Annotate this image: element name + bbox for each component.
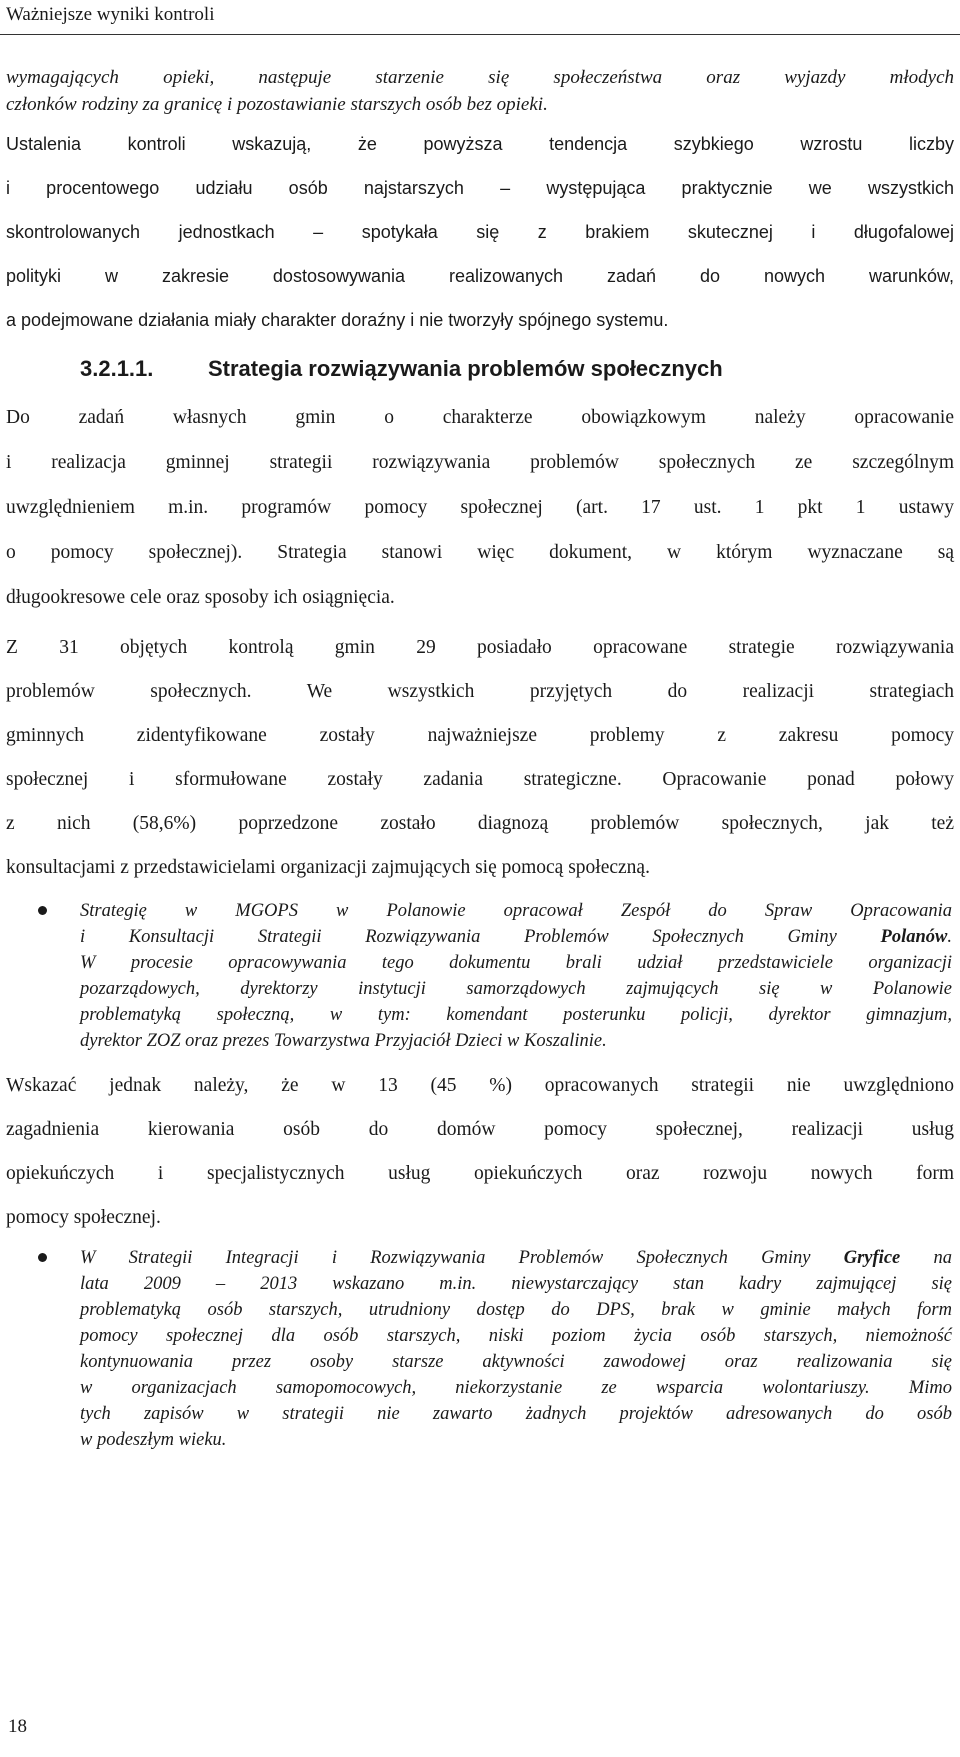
paragraph-line: opiekuńczych i specjalistycznych usług opiekuńczych oraz rozwoju nowych form (6, 1163, 954, 1184)
gmina-name: Polanów (880, 927, 948, 947)
bullet-line: w organizacjach samopomocowych, niekorzystanie ze wsparcia wolontariuszy. Mimo (80, 1378, 952, 1398)
paragraph-line: uwzględnieniem m.in. programów pomocy społecznej (art. 17 ust. 1 pkt 1 ustawy (6, 497, 954, 518)
bullet-line: kontynuowania przez osoby starsze aktywności zawodowej oraz realizowania się (80, 1352, 952, 1372)
page-number: 18 (8, 1716, 27, 1737)
paragraph-line: zagadnienia kierowania osób do domów pomocy społecznej, realizacji usług (6, 1119, 954, 1140)
paragraph-line: długookresowe cele oraz sposoby ich osiągnięcia. (6, 587, 395, 608)
bullet-line: w podeszłym wieku. (80, 1430, 227, 1450)
bullet-line (80, 924, 952, 950)
paragraph-line: pomocy społecznej. (6, 1207, 161, 1228)
section-number: 3.2.1.1. (80, 356, 154, 381)
paragraph-line: konsultacjami z przedstawicielami organizacji zajmujących się pomocą społeczną. (6, 857, 650, 878)
bullet-text-part: i Konsultacji Strategii Rozwiązywania Problemów Społecznych Gminy (80, 927, 881, 947)
paragraph-line: Ustalenia kontroli wskazują, że powyższa tendencja szybkiego wzrostu liczby (6, 134, 954, 154)
bullet-line: dyrektor ZOZ oraz prezes Towarzystwa Przyjaciół Dzieci w Koszalinie. (80, 1031, 607, 1051)
bullet-icon (38, 1253, 47, 1262)
continuation-line-2: członków rodziny za granicę i pozostawianie starszych osób bez opieki. (6, 94, 548, 115)
bullet-line: lata 2009 – 2013 wskazano m.in. niewystarczający stan kadry zajmującej się (80, 1274, 952, 1294)
paragraph-line: Wskazać jednak należy, że w 13 (45 %) opracowanych strategii nie uwzględniono (6, 1075, 954, 1096)
paragraph-line: Z 31 objętych kontrolą gmin 29 posiadało opracowane strategie rozwiązywania (6, 637, 954, 658)
bullet-line: tych zapisów w strategii nie zawarto żadnych projektów adresowanych do osób (80, 1404, 952, 1424)
gmina-name: Gryfice (843, 1248, 901, 1268)
bullet-line (80, 1245, 952, 1271)
page-header (0, 0, 960, 35)
header-title: Ważniejsze wyniki kontroli (6, 4, 215, 25)
continuation-line-1: wymagających opieki, następuje starzenie się społeczeństwa oraz wyjazdy młodych (6, 67, 954, 88)
bullet-line: Strategię w MGOPS w Polanowie opracował Zespół do Spraw Opracowania (80, 901, 952, 921)
bullet-icon (38, 906, 47, 915)
bullet-line: problematyką osób starszych, utrudniony dostęp do DPS, brak w gminie małych form (80, 1300, 952, 1320)
paragraph-line: gminnych zidentyfikowane zostały najważniejsze problemy z zakresu pomocy (6, 725, 954, 746)
bullet-line: W procesie opracowywania tego dokumentu brali udział przedstawiciele organizacji (80, 953, 952, 973)
paragraph-line: o pomocy społecznej). Strategia stanowi więc dokument, w którym wyznaczane są (6, 542, 954, 563)
paragraph-line: polityki w zakresie dostosowywania realizowanych zadań do nowych warunków, (6, 266, 954, 286)
bullet-text-part: na (900, 1248, 953, 1268)
paragraph-line: i procentowego udziału osób najstarszych – występująca praktycznie we wszystkich (6, 178, 954, 198)
bullet-text-part: W Strategii Integracji i Rozwiązywania Problemów Społecznych Gminy (80, 1248, 844, 1268)
paragraph-line: problemów społecznych. We wszystkich przyjętych do realizacji strategiach (6, 681, 954, 702)
paragraph-line: z nich (58,6%) poprzedzone zostało diagnozą problemów społecznych, jak też (6, 813, 954, 834)
section-title: Strategia rozwiązywania problemów społecznych (208, 356, 723, 381)
bullet-line: pomocy społecznej dla osób starszych, niski poziom życia osób starszych, niemożność (80, 1326, 952, 1346)
bullet-text-part: . (947, 927, 952, 947)
paragraph-line: a podejmowane działania miały charakter doraźny i nie tworzyły spójnego systemu. (6, 310, 669, 330)
paragraph-line: skontrolowanych jednostkach – spotykała się z brakiem skutecznej i długofalowej (6, 222, 954, 242)
paragraph-line: społecznej i sformułowane zostały zadania strategiczne. Opracowanie ponad połowy (6, 769, 954, 790)
bullet-line: pozarządowych, dyrektorzy instytucji samorządowych zajmujących się w Polanowie (80, 979, 952, 999)
bullet-line: problematyką społeczną, w tym: komendant posterunku policji, dyrektor gimnazjum, (80, 1005, 952, 1025)
paragraph-line: Do zadań własnych gmin o charakterze obowiązkowym należy opracowanie (6, 407, 954, 428)
paragraph-line: i realizacja gminnej strategii rozwiązywania problemów społecznych ze szczególnym (6, 452, 954, 473)
section-heading (80, 356, 723, 382)
